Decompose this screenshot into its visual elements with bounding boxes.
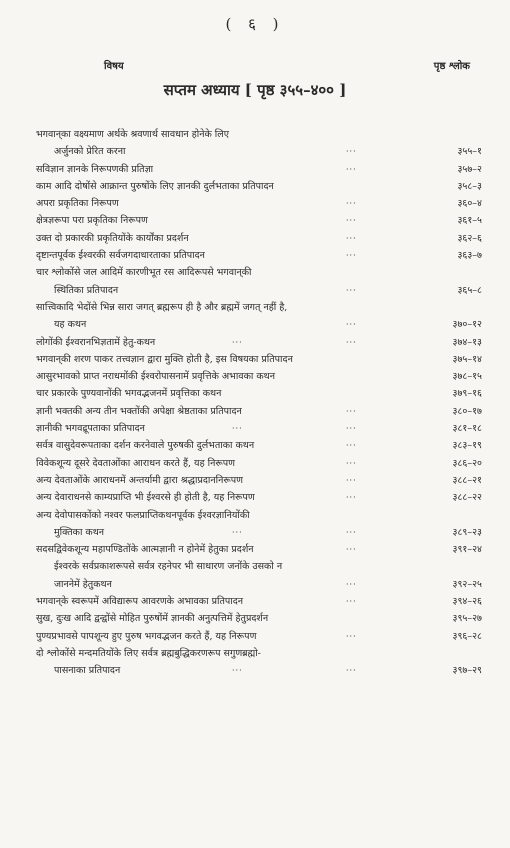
page-verse-ref: ३९५–२७ <box>452 613 482 625</box>
toc-entry <box>36 437 482 454</box>
toc-entry <box>36 403 482 420</box>
leader-dots: ··· <box>346 406 357 416</box>
toc-entry-text: अन्य देवाराधनसे काम्यप्राप्ति भी ईश्वरसे ही होती है, यह निरूपण <box>36 492 255 504</box>
page-verse-ref: ३९४–२६ <box>452 596 482 608</box>
toc-entry-text: यह कथन <box>54 319 87 331</box>
toc-entry <box>36 472 482 489</box>
page-verse-ref: ३६०–४ <box>457 198 482 210</box>
page-verse-ref: ३९६–२८ <box>452 630 482 642</box>
toc-entry <box>36 455 482 472</box>
toc-entry <box>36 264 482 299</box>
page-verse-ref: ३७०–१२ <box>452 319 482 331</box>
page-verse-ref: ३९७–२९ <box>452 665 482 677</box>
leader-dots: ··· <box>232 337 243 347</box>
toc-entry-text: भगवान्‌की शरण पाकर तत्त्वज्ञान द्वारा मुक्ति होती है, इस विषयका प्रतिपादन <box>36 353 293 365</box>
toc-entry-line <box>36 662 482 679</box>
page-verse-ref: ३८८–२१ <box>452 474 482 486</box>
page-verse-ref: ३८६–२० <box>452 457 482 469</box>
toc-entry <box>36 541 482 593</box>
toc-entry <box>36 645 482 680</box>
leader-dots: ··· <box>346 493 357 503</box>
leader-dots: ··· <box>346 545 357 555</box>
page-verse-column-header: पृष्ठ श्लोक <box>433 61 470 72</box>
page-number: ( ६ ) <box>225 15 285 33</box>
leader-dots: ··· <box>346 199 357 209</box>
toc-entry-line <box>36 385 482 402</box>
leader-dots: ··· <box>346 458 357 468</box>
leader-dots: ··· <box>232 666 243 676</box>
toc-entry-line <box>36 368 482 385</box>
toc-entry-text: आसुरभावको प्राप्त नराधमोंकी ईश्वरोपासनामें प्रवृत्तिके अभावका कथन <box>36 371 275 383</box>
page-verse-ref: ३८८–२२ <box>452 492 482 504</box>
toc-entry-line <box>36 541 482 558</box>
leader-dots: ··· <box>346 441 357 451</box>
toc-entry-line <box>36 230 482 247</box>
toc-entry-text: पुण्यप्रभावसे पापशून्य हुए पुरुष भगवद्भजन करते हैं, यह निरूपण <box>36 630 257 642</box>
toc-entry <box>36 126 482 161</box>
leader-dots: ··· <box>346 147 357 157</box>
toc-entry-line <box>36 334 482 351</box>
toc-entry-line <box>36 264 482 281</box>
page-verse-ref: ३६१–५ <box>457 215 482 227</box>
toc-entry-text: पासनाका प्रतिपादन <box>54 665 121 677</box>
toc-entry <box>36 212 482 229</box>
toc-entry-text: अन्य देवोपासकोंको नश्वर फलप्राप्तिकथनपूर्वक ईश्वरज्ञानियोंकी <box>36 509 250 521</box>
chapter-title: सप्तम अध्याय [ पृष्ठ ३५५–४०० ] <box>163 81 347 99</box>
toc-entry-line <box>36 161 482 178</box>
toc-entry-line <box>36 420 482 437</box>
toc-entry-line <box>36 472 482 489</box>
leader-dots: ··· <box>346 320 357 330</box>
page-verse-ref: ३६५–८ <box>457 284 482 296</box>
toc-entry <box>36 368 482 385</box>
toc-entry-line <box>36 299 482 316</box>
toc-entry <box>36 247 482 264</box>
toc-entry-text: जाननेमें हेतुकथन <box>54 578 112 590</box>
leader-dots: ··· <box>346 579 357 589</box>
toc-entry-line <box>36 628 482 645</box>
page-verse-ref: ३६२–६ <box>457 232 482 244</box>
leader-dots: ··· <box>346 475 357 485</box>
toc-entry-text: लोगोंकी ईश्वरानभिज्ञतामें हेतु-कथन <box>36 336 156 348</box>
toc-entry-line <box>36 282 482 299</box>
toc-entry-text: दो श्लोकोंसे मन्दमतियोंके लिए सर्वत्र ब्रह्मबुद्धिकरणरूप सगुणब्रह्मो- <box>36 647 261 659</box>
leader-dots: ··· <box>346 527 357 537</box>
toc-entry-line <box>36 351 482 368</box>
toc-entry-text: ज्ञानीकी भगवद्रूपताका प्रतिपादन <box>36 423 145 435</box>
leader-dots: ··· <box>346 216 357 226</box>
toc-entry <box>36 489 482 506</box>
toc-entry <box>36 161 482 178</box>
leader-dots: ··· <box>346 597 357 607</box>
toc-entry-text: सर्वत्र वासुदेवरूपताका दर्शन करनेवाले पुरुषकी दुर्लभताका कथन <box>36 440 255 452</box>
page-verse-ref: ३८३–१९ <box>452 440 482 452</box>
toc-entry <box>36 420 482 437</box>
toc-entry-text: ज्ञानी भक्तकी अन्य तीन भक्तोंकी अपेक्षा श्रेष्ठताका प्रतिपादन <box>36 405 242 417</box>
toc-entry <box>36 299 482 334</box>
toc-entry-line <box>36 143 482 160</box>
page-verse-ref: ३५५–१ <box>457 146 482 158</box>
toc-entry-line <box>36 507 482 524</box>
toc-entry-text: चार प्रकारके पुण्यवानोंकी भगवद्भजनमें प्रवृत्तिका कथन <box>36 388 222 400</box>
toc-entry-text: ईश्वरके सर्वप्रकाशरूपसे सर्वत्र रहनेपर भी साधारण जनोंके उसको न <box>54 561 283 573</box>
toc-entry <box>36 507 482 542</box>
leader-dots: ··· <box>346 666 357 676</box>
toc-entry-text: भगवान्‌के स्वरूपमें अविद्यारूप आवरणके अभावका प्रतिपादन <box>36 596 244 608</box>
toc-entry-line <box>36 576 482 593</box>
page-verse-ref: ३७५–१४ <box>452 353 482 365</box>
toc-entry-text: अन्य देवताओंके आराधनमें अन्तर्यामी द्वारा श्रद्धाप्रदाननिरूपण <box>36 474 244 486</box>
toc-entry <box>36 628 482 645</box>
toc-entry-text: सात्त्विकादि भेदोंसे भिन्न सारा जगत् ब्रह्मरूप ही है और ब्रह्ममें जगत् नहीं है, <box>36 301 288 313</box>
toc-entry-line <box>36 593 482 610</box>
toc-entry <box>36 593 482 610</box>
toc-entry-line <box>36 610 482 627</box>
toc-entry-line <box>36 195 482 212</box>
toc-entry <box>36 334 482 351</box>
leader-dots: ··· <box>232 424 243 434</box>
toc-entry-line <box>36 178 482 195</box>
toc-entry-text: मुक्तिका कथन <box>54 526 105 538</box>
page-verse-ref: ३५८–३ <box>457 180 482 192</box>
page-verse-ref: ३५७–२ <box>457 163 482 175</box>
leader-dots: ··· <box>346 233 357 243</box>
page-verse-ref: ३८९–२३ <box>452 526 482 538</box>
toc-entry-text: क्षेत्रज्ञरूपा परा प्रकृतिका निरूपण <box>36 215 148 227</box>
toc-entry-line <box>36 247 482 264</box>
table-of-contents <box>36 126 482 680</box>
toc-entry-text: अपरा प्रकृतिका निरूपण <box>36 198 119 210</box>
page-verse-ref: ३८०–१७ <box>452 405 482 417</box>
toc-entry-line <box>36 403 482 420</box>
toc-entry-text: चार श्लोकोंसे जल आदिमें कारणीभूत रस आदिरूपसे भगवान्‌की <box>36 267 252 279</box>
toc-entry-line <box>36 437 482 454</box>
page-verse-ref: ३७८–१५ <box>452 371 482 383</box>
toc-entry-text: सदसद्विवेकशून्य महापण्डितोंके आत्मज्ञानी न होनेमें हेतुका प्रदर्शन <box>36 544 254 556</box>
toc-entry <box>36 351 482 368</box>
page-verse-ref: ३६३–७ <box>457 250 482 262</box>
toc-entry-text: विवेकशून्य दूसरे देवताओंका आराधन करते हैं, यह निरूपण <box>36 457 236 469</box>
toc-entry-line <box>36 524 482 541</box>
toc-entry-line <box>36 212 482 229</box>
toc-entry <box>36 610 482 627</box>
toc-entry <box>36 385 482 402</box>
leader-dots: ··· <box>232 527 243 537</box>
toc-entry-text: उक्त दो प्रकारकी प्रकृतियोंके कार्योंका प्रदर्शन <box>36 232 189 244</box>
toc-entry <box>36 230 482 247</box>
leader-dots: ··· <box>346 631 357 641</box>
page-verse-ref: ३९१–२४ <box>452 544 482 556</box>
toc-entry-line <box>36 645 482 662</box>
toc-entry <box>36 195 482 212</box>
toc-entry-line <box>36 489 482 506</box>
toc-entry-line <box>36 316 482 333</box>
leader-dots: ··· <box>346 251 357 261</box>
toc-entry-line <box>36 126 482 143</box>
leader-dots: ··· <box>346 337 357 347</box>
page-verse-ref: ३९२–२५ <box>452 578 482 590</box>
toc-entry-text: स्थितिका प्रतिपादन <box>54 284 119 296</box>
leader-dots: ··· <box>346 424 357 434</box>
toc-entry-line <box>36 558 482 575</box>
toc-entry-text: अर्जुनको प्रेरित करना <box>54 146 126 158</box>
leader-dots: ··· <box>346 164 357 174</box>
toc-entry-line <box>36 455 482 472</box>
toc-entry-text: दृष्टान्तपूर्वक ईश्वरकी सर्वजगदाधारताका प्रतिपादन <box>36 250 205 262</box>
page-verse-ref: ३८१–१८ <box>452 423 482 435</box>
page-verse-ref: ३७४–१३ <box>452 336 482 348</box>
toc-entry-text: भगवान्‌का वक्ष्यमाण अर्थके श्रवणार्थ सावधान होनेके लिए <box>36 129 229 140</box>
toc-entry-text: सविज्ञान ज्ञानके निरूपणकी प्रतिज्ञा <box>36 163 154 175</box>
subject-column-header: विषय <box>104 61 124 72</box>
toc-entry <box>36 178 482 195</box>
leader-dots: ··· <box>346 285 357 295</box>
toc-entry-text: काम आदि दोषोंसे आक्रान्त पुरुषोंके लिए ज्ञानकी दुर्लभताका प्रतिपादन <box>36 180 274 192</box>
page-verse-ref: ३७९–१६ <box>452 388 482 400</box>
toc-entry-text: सुख, दुःख आदि द्वन्द्वोंसे मोहित पुरुषोंमें ज्ञानकी अनुत्पत्तिमें हेतुप्रदर्शन <box>36 613 269 625</box>
